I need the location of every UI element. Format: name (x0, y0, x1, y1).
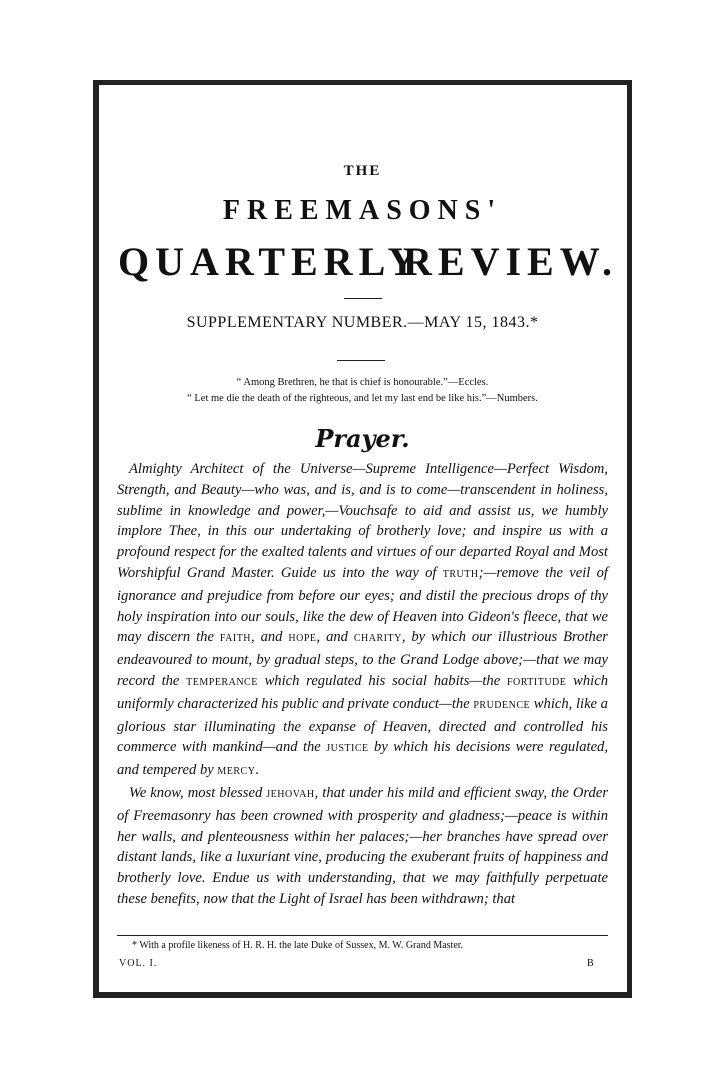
supplement-divider (337, 360, 385, 361)
prayer-paragraph-1: Almighty Architect of the Universe—Supreme Intelligence—Perfect Wisdom, Strength, and Beauty—who was, and is, and is to come—transcendent in holiness, sublime in knowledge and power,—Vouchsafe to aid and assist us, we humbly implore Thee, in this our undertaking of brotherly love; and inspire us with a profound respect for the exalted talents and virtues of our departed Royal and Most Worshipful Grand Master. Guide us into the way of TRUTH;—remove the veil of ignorance and prejudice from before our eyes; and distil the precious drops of thy holy inspiration into our souls, like the dew of Heaven into Gideon's fleece, that we may discern the FAITH, and HOPE, and CHARITY, by which our illustrious Brother endeavoured to mount, by gradual steps, to the Grand Lodge above;—that we may record the TEMPERANCE which regulated his social habits—the FORTITUDE which uniformly characterized his public and private conduct—the PRUDENCE which, like a glorious star illuminating the expanse of Heaven, directed and controlled his commerce with mankind—and the JUSTICE by which his decisions were regulated, and tempered by MERCY. (117, 461, 608, 779)
signature-mark: B (587, 958, 594, 969)
title-quarterly: QUARTERLY (118, 239, 423, 284)
title-review: REVIEW. (403, 239, 619, 284)
supplement-line: SUPPLEMENTARY NUMBER.—MAY 15, 1843.* (186, 314, 539, 331)
footnote-divider (117, 935, 608, 936)
title-the: THE (343, 163, 382, 179)
title-freemasons: FREEMASONS' (222, 195, 503, 226)
prayer-body (117, 459, 608, 910)
prayer-paragraph-2: We know, most blessed JEHOVAH, that under his mild and efficient sway, the Order of Freemasonry has been crowned with prosperity and gladness;—peace is within her walls, and plenteousness within her palaces;—her branches have spread over distant lands, like a luxuriant vine, producing the exuberant fruits of happiness and brotherly love. Endue us with understanding, that we may faithfully perpetuate these benefits, now that the Light of Israel has been withdrawn; that (117, 784, 608, 907)
prayer-heading: Prayer. (315, 424, 410, 453)
footnote: * With a profile likeness of H. R. H. the late Duke of Sussex, M. W. Grand Master. (132, 940, 464, 951)
motto-numbers: “ Let me die the death of the righteous, and let my last end be like his.”—Numbers. (187, 393, 538, 404)
motto-ecclesiastes: “ Among Brethren, he that is chief is honourable.”—Eccles. (236, 377, 489, 388)
title-divider (344, 298, 382, 299)
volume-label: VOL. I. (119, 958, 158, 969)
